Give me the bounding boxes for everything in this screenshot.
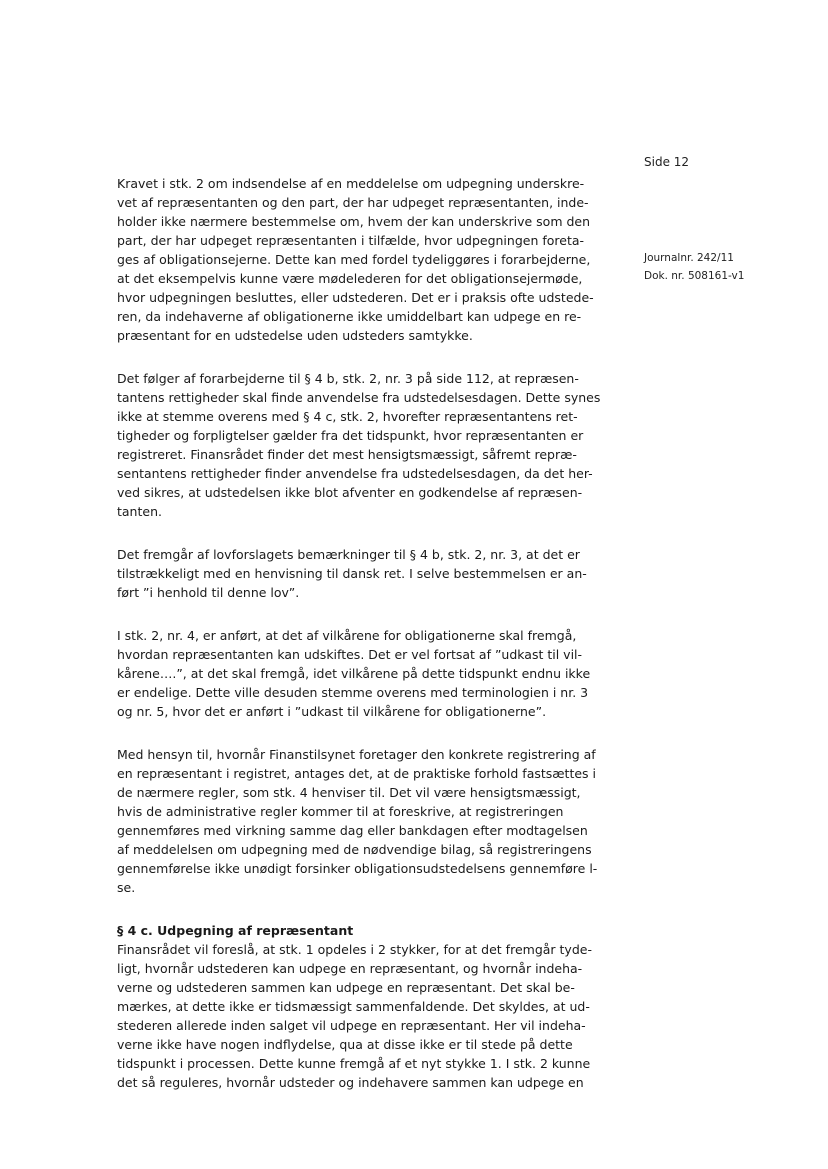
journal-number: Journalnr. 242/11 [644,252,734,264]
text-line: verne ikke have nogen indflydelse, qua at disse ikke er til stede på dette [117,1037,573,1052]
text-line: part, der har udpeget repræsentanten i tilfælde, hvor udpegningen foreta- [117,233,585,248]
text-line: at det eksempelvis kunne være mødelederen for det obligationsejermøde, [117,271,583,286]
text-line: vet af repræsentanten og den part, der har udpeget repræsentanten, inde- [117,195,589,210]
section-paragraph [117,921,617,1092]
text-line: gennemføres med virkning samme dag eller bankdagen efter modtagelsen [117,823,588,838]
page-number: Side 12 [644,155,690,169]
text-line: Med hensyn til, hvornår Finanstilsynet foretager den konkrete registrering af [117,747,596,762]
text-line: tidspunkt i processen. Dette kunne fremgå af et nyt stykke 1. I stk. 2 kunne [117,1056,591,1071]
document-number: Dok. nr. 508161-v1 [644,270,745,282]
text-line: tilstrækkeligt med en henvisning til dansk ret. I selve bestemmelsen er an- [117,566,587,581]
text-line: ren, da indehaverne af obligationerne ikke umiddelbart kan udpege en re- [117,309,582,324]
text-line: registreret. Finansrådet finder det mest hensigtsmæssigt, såfremt repræ- [117,447,577,462]
text-line: tanten. [117,504,162,519]
paragraph [117,745,617,897]
text-line: tigheder og forpligtelser gælder fra det tidspunkt, hvor repræsentanten er [117,428,584,443]
text-line: Det fremgår af lovforslagets bemærkninger til § 4 b, stk. 2, nr. 3, at det er [117,547,580,562]
text-line: og nr. 5, hvor det er anført i ”udkast til vilkårene for obligationerne”. [117,704,547,719]
document-body [117,174,617,1116]
text-line: hvor udpegningen besluttes, eller udstederen. Det er i praksis ofte udstede- [117,290,594,305]
text-line: tantens rettigheder skal finde anvendelse fra udstedelsesdagen. Dette synes [117,390,601,405]
text-line: Finansrådet vil foreslå, at stk. 1 opdeles i 2 stykker, for at det fremgår tyde- [117,942,592,957]
text-line: hvis de administrative regler kommer til at foreskrive, at registreringen [117,804,564,819]
text-line: sentantens rettigheder finder anvendelse fra udstedelsesdagen, da det her- [117,466,593,481]
text-line: de nærmere regler, som stk. 4 henviser til. Det vil være hensigtsmæssigt, [117,785,581,800]
paragraph [117,626,617,721]
paragraph [117,174,617,345]
text-line: I stk. 2, nr. 4, er anført, at det af vilkårene for obligationerne skal fremgå, [117,628,577,643]
text-line: en repræsentant i registret, antages det, at de praktiske forhold fastsættes i [117,766,597,781]
text-line: holder ikke nærmere bestemmelse om, hvem der kan underskrive som den [117,214,591,229]
text-line: mærkes, at dette ikke er tidsmæssigt sammenfaldende. Det skyldes, at ud- [117,999,590,1014]
text-line: det så reguleres, hvornår udsteder og indehavere sammen kan udpege en [117,1075,584,1090]
paragraph [117,369,617,521]
text-line: ligt, hvornår udstederen kan udpege en repræsentant, og hvornår indeha- [117,961,583,976]
text-line: stederen allerede inden salget vil udpege en repræsentant. Her vil indeha- [117,1018,586,1033]
text-line: se. [117,880,136,895]
text-line: ved sikres, at udstedelsen ikke blot afventer en godkendelse af repræsen- [117,485,583,500]
text-line: ikke at stemme overens med § 4 c, stk. 2, hvorefter repræsentantens ret- [117,409,578,424]
section-heading: § 4 c. Udpegning af repræsentant [117,923,354,938]
text-line: af meddelelsen om udpegning med de nødvendige bilag, så registreringens [117,842,592,857]
text-line: gennemførelse ikke unødigt forsinker obligationsudstedelsens gennemføre l- [117,861,598,876]
text-line: verne og udstederen sammen kan udpege en repræsentant. Det skal be- [117,980,575,995]
text-line: er endelige. Dette ville desuden stemme overens med terminologien i nr. 3 [117,685,589,700]
text-line: Kravet i stk. 2 om indsendelse af en meddelelse om udpegning underskre- [117,176,585,191]
text-line: hvordan repræsentanten kan udskiftes. Det er vel fortsat af ”udkast til vil- [117,647,583,662]
text-line: Det følger af forarbejderne til § 4 b, stk. 2, nr. 3 på side 112, at repræsen- [117,371,579,386]
text-line: ført ”i henhold til denne lov”. [117,585,300,600]
paragraph [117,545,617,602]
text-line: ges af obligationsejerne. Dette kan med fordel tydeliggøres i forarbejderne, [117,252,591,267]
text-line: præsentant for en udstedelse uden udsteders samtykke. [117,328,473,343]
text-line: kårene….”, at det skal fremgå, idet vilkårene på dette tidspunkt endnu ikke [117,666,591,681]
